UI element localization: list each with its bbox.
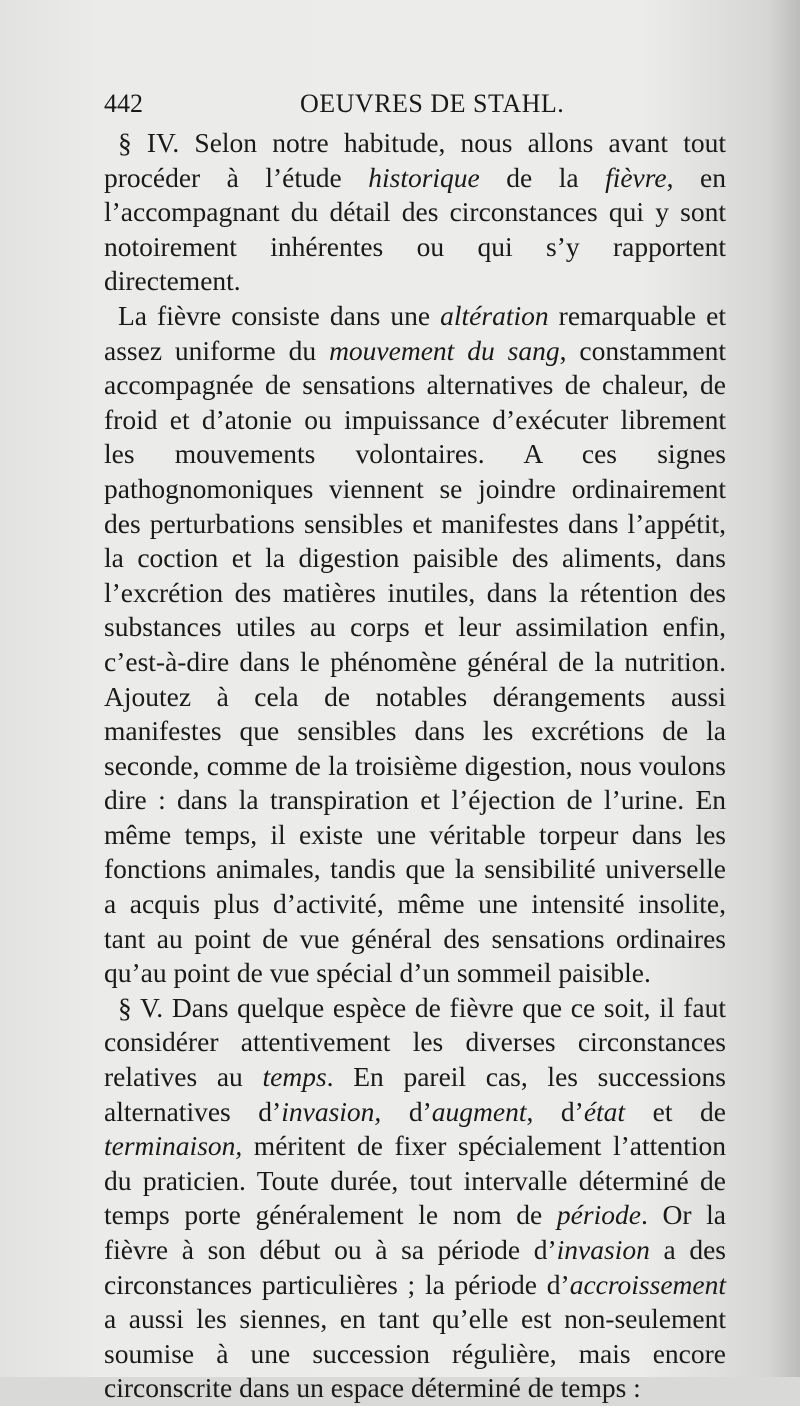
italic-text: fièvre [605, 161, 667, 193]
italic-text: terminaison, [104, 1130, 243, 1162]
italic-text: mouvement du sang [329, 334, 560, 366]
text-run: . En pareil cas, les successions alternatives d’ [104, 1061, 726, 1127]
text-run: , d’ [526, 1095, 584, 1127]
text-run: La fièvre consiste dans une [118, 299, 441, 331]
running-title: OEUVRES DE STAHL. [300, 89, 565, 118]
paragraph-fever-definition [104, 299, 726, 991]
text-run: § V. Dans quelque espèce de fièvre que ce soit, il faut considérer attentivement les diverses circonstances relatives au [104, 991, 726, 1093]
text-run: § IV. Selon notre habitude, nous allons avant tout procéder à l’étude [104, 127, 726, 193]
italic-text: accroissement [569, 1268, 726, 1300]
italic-text: augment [431, 1095, 527, 1127]
paragraph-section-iv [104, 126, 726, 299]
running-head [104, 86, 724, 122]
italic-text: invasion [556, 1234, 650, 1265]
italic-text: période [556, 1199, 641, 1231]
italic-text: temps [262, 1061, 327, 1093]
italic-text: invasion, [281, 1095, 382, 1127]
body-text [104, 126, 726, 1406]
text-run: méritent de fixer spécialement l’attention du praticien. Toute durée, tout intervalle déterminé de temps porte généralement le nom de [104, 1130, 726, 1231]
text-run: d’ [381, 1095, 432, 1127]
text-run: de la [479, 161, 606, 193]
text-run: , constamment accompagnée de sensations alternatives de chaleur, de froid et d’atonie ou impuissance d’exécuter librement les mouvements volontaires. A ces signes pathognomoniques viennent se joindre ordinairement des perturbations sensibles et manifestes dans l’appétit, la coction et la digestion paisible des aliments, dans l’excrétion des matières inutiles, dans la rétention des substances utiles au corps et leur assimilation enfin, c’est-à-dire dans le phénomène général de la nutrition. Ajoutez à cela de notables dérangements aussi manifestes que sensibles dans les excrétions de la seconde, comme de la troisième digestion, nous voulons dire : dans la transpiration et l’éjection de l’urine. En même temps, il existe une véritable torpeur dans les fonctions animales, tandis que la sensibilité universelle a acquis plus d’activité, même une intensité insolite, tant au point de vue général des sensations ordinaires qu’au point de vue spécial d’un sommeil paisible. [104, 334, 726, 989]
text-run: , en l’accompagnant du détail des circonstances qui y sont notoirement inhérentes ou qui s’y rapportent directement. [104, 161, 726, 297]
text-run: remarquable et assez uniforme du [104, 299, 726, 366]
text-run: a aussi les siennes, en tant qu’elle est non-seulement soumise à une succession régulière, mais encore circonscrite dans un espace déterminé de temps : [104, 1303, 726, 1404]
italic-text: altération [440, 299, 549, 331]
text-run: a des circonstances particulières ; la période d’ [104, 1234, 726, 1300]
paragraph-section-v [104, 991, 726, 1406]
italic-text: état [583, 1095, 626, 1127]
text-run: . Or la fièvre à son début ou à sa période d’ [104, 1199, 726, 1265]
page-number: 442 [104, 89, 143, 118]
italic-text: historique [368, 161, 480, 193]
text-run: et de [625, 1095, 726, 1127]
